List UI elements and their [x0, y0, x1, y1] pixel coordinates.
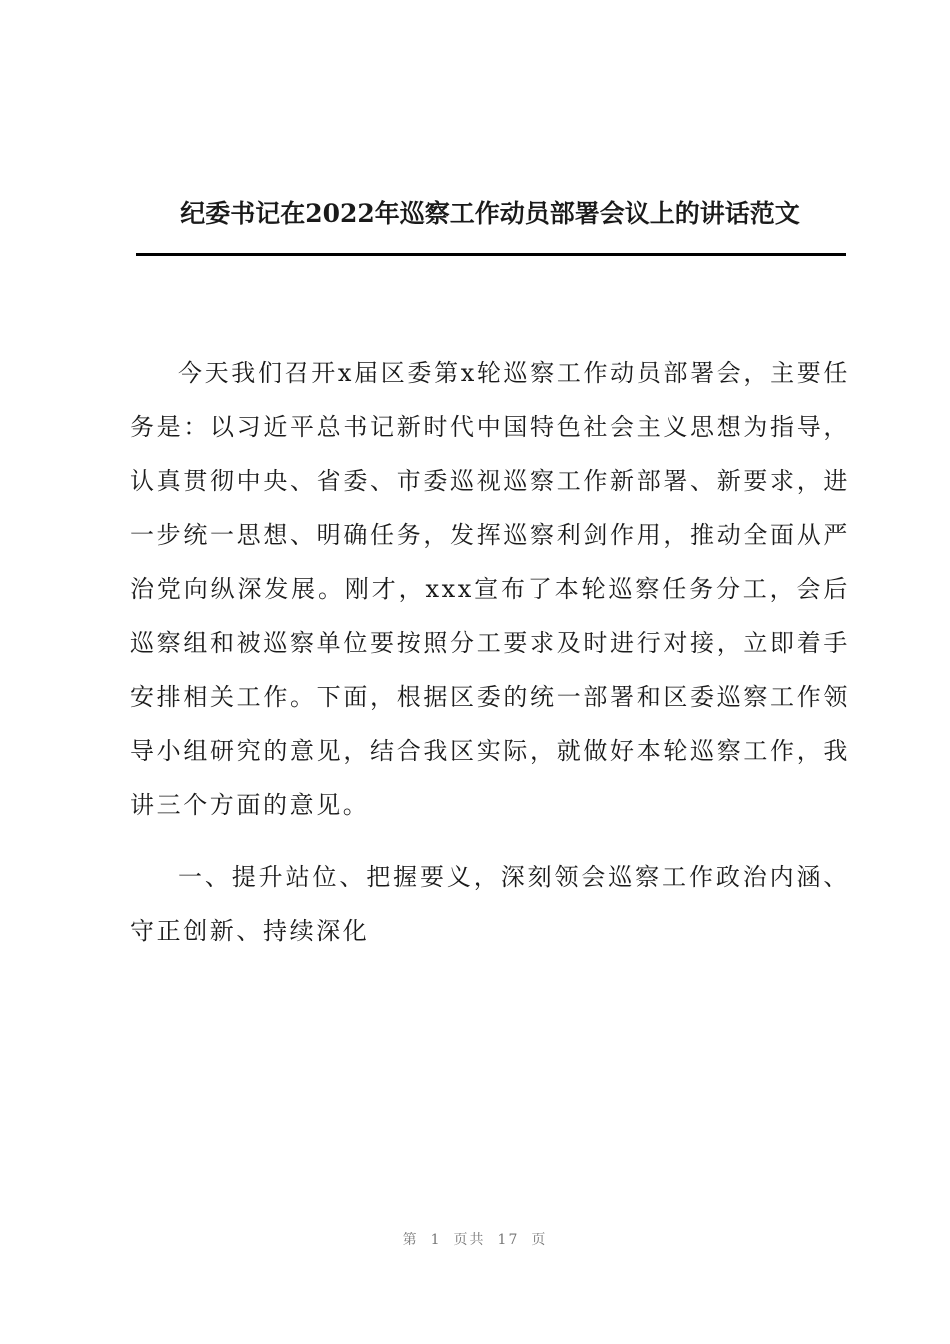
body-paragraph-intro: 今天我们召开x届区委第x轮巡察工作动员部署会，主要任务是：以习近平总书记新时代中国特色社会主义思想为指导，认真贯彻中央、省委、市委巡视巡察工作新部署、新要求，进一步统一思想、明确任务，发挥巡察利剑作用，推动全面从严治党向纵深发展。刚才，xxx宣布了本轮巡察任务分工，会后巡察组和被巡察单位要按照分工要求及时进行对接，立即着手安排相关工作。下面，根据区委的统一部署和区委巡察工作领导小组研究的意见，结合我区实际，就做好本轮巡察工作，我讲三个方面的意见。 [130, 359, 850, 819]
document-body [130, 346, 850, 958]
footer-middle: 页共 [453, 1232, 486, 1248]
footer-prefix: 第 [402, 1232, 419, 1248]
footer-suffix: 页 [531, 1232, 548, 1248]
footer-total-pages: 17 [497, 1232, 520, 1248]
section-heading-one: 一、提升站位、把握要义，深刻领会巡察工作政治内涵、守正创新、持续深化 [130, 863, 850, 945]
document-title: 纪委书记在2022年巡察工作动员部署会议上的讲话范文 [180, 199, 800, 228]
footer-current-page: 1 [430, 1232, 442, 1248]
page-number-footer [0, 1229, 950, 1249]
title-underline-rule [136, 253, 846, 256]
